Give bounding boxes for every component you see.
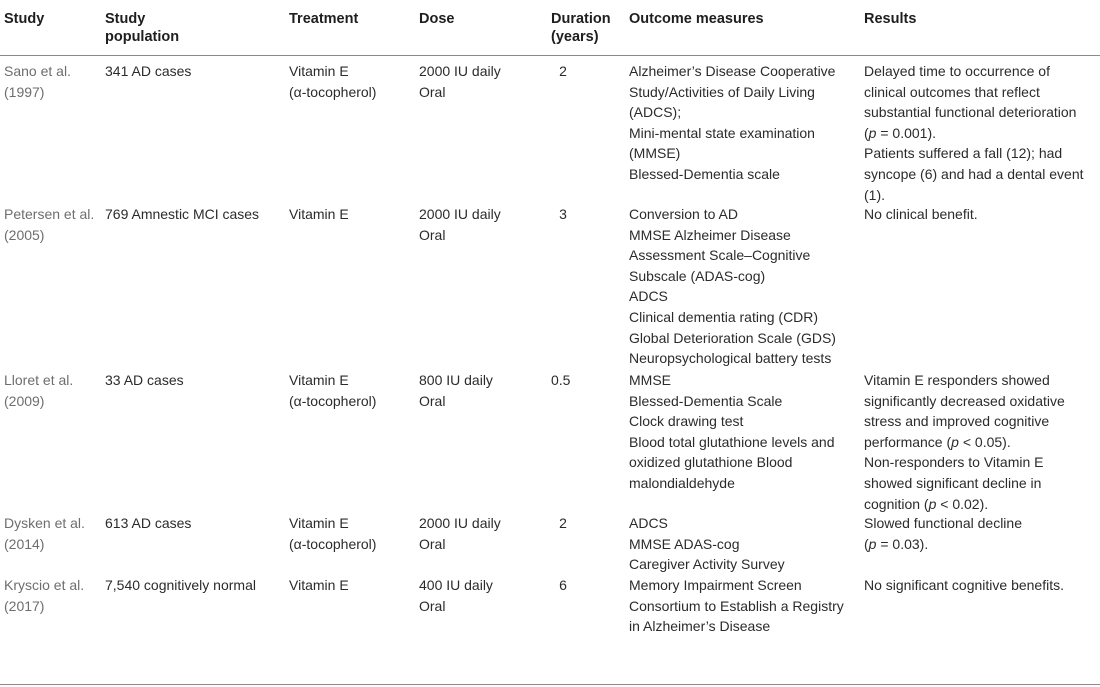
cell-treatment-line: (α-tocopherol) bbox=[289, 535, 377, 552]
cell-outcome-line: Blessed-Dementia Scale bbox=[629, 392, 783, 409]
cell-dose-line: Oral bbox=[419, 83, 446, 100]
cell-study bbox=[4, 61, 96, 102]
cell-population-line: 7,540 cognitively normal bbox=[105, 577, 256, 593]
cell-outcome bbox=[629, 61, 859, 185]
cell-outcome-line: Mini-mental state examination bbox=[629, 124, 815, 141]
cell-dose-line: 2000 IU daily bbox=[419, 206, 501, 222]
cell-results-line: cognition (p < 0.02). bbox=[864, 495, 989, 512]
header-study: Study bbox=[4, 11, 45, 27]
cell-outcome bbox=[629, 370, 859, 494]
cell-outcome-line: Blessed-Dementia scale bbox=[629, 165, 780, 182]
cell-results bbox=[864, 513, 1096, 554]
cell-dose bbox=[419, 513, 539, 554]
cell-treatment bbox=[289, 370, 409, 411]
header-dose: Dose bbox=[419, 11, 455, 27]
cell-outcome-line: Neuropsychological battery tests bbox=[629, 350, 832, 367]
cell-results-line: showed significant decline in bbox=[864, 474, 1042, 491]
cell-results-line: substantial functional deterioration bbox=[864, 104, 1077, 121]
cell-duration-line: 0.5 bbox=[551, 372, 571, 388]
cell-results-line: performance (p < 0.05). bbox=[864, 433, 1011, 450]
cell-outcome-line: Study/Activities of Daily Living bbox=[629, 83, 815, 100]
cell-study-line: Dysken et al. bbox=[4, 515, 85, 531]
cell-outcome-line: in Alzheimer’s Disease bbox=[629, 618, 771, 635]
cell-treatment-line: Vitamin E bbox=[289, 63, 349, 79]
cell-duration-line: 6 bbox=[559, 577, 567, 593]
header-treatment: Treatment bbox=[289, 11, 359, 27]
cell-outcome-line: Global Deterioration Scale (GDS) bbox=[629, 329, 836, 346]
cell-treatment bbox=[289, 575, 409, 596]
header-divider bbox=[0, 55, 1100, 56]
cell-dose-line: Oral bbox=[419, 597, 446, 614]
header-outcome: Outcome measures bbox=[629, 11, 764, 27]
cell-duration-line: 2 bbox=[559, 515, 567, 531]
cell-results-line: Vitamin E responders showed bbox=[864, 372, 1050, 388]
cell-outcome-line: Clinical dementia rating (CDR) bbox=[629, 308, 819, 325]
cell-results-line: Slowed functional decline bbox=[864, 515, 1022, 531]
cell-outcome-line: MMSE bbox=[629, 372, 671, 388]
cell-results-line: Delayed time to occurrence of bbox=[864, 63, 1050, 79]
cell-outcome-line: Clock drawing test bbox=[629, 413, 744, 430]
cell-treatment-line: Vitamin E bbox=[289, 206, 349, 222]
cell-population bbox=[105, 61, 277, 82]
cell-population-line: 769 Amnestic MCI cases bbox=[105, 206, 260, 222]
header-results: Results bbox=[864, 11, 917, 27]
cell-outcome-line: Blood total glutathione levels and bbox=[629, 433, 835, 450]
cell-dose-line: Oral bbox=[419, 226, 446, 243]
table-row bbox=[0, 57, 1100, 203]
cell-study bbox=[4, 204, 96, 245]
cell-dose-line: 2000 IU daily bbox=[419, 63, 501, 79]
cell-outcome-line: Conversion to AD bbox=[629, 206, 738, 222]
cell-outcome-line: (MMSE) bbox=[629, 145, 681, 162]
cell-population bbox=[105, 513, 277, 534]
cell-duration bbox=[551, 61, 575, 82]
cell-outcome-line: (ADCS); bbox=[629, 104, 682, 121]
cell-results-line: syncope (6) and had a dental event bbox=[864, 165, 1084, 182]
cell-duration bbox=[551, 370, 621, 391]
cell-results-line: (p = 0.03). bbox=[864, 535, 929, 552]
cell-study-line: Lloret et al. bbox=[4, 372, 74, 388]
cell-outcome-line: ADCS bbox=[629, 515, 668, 531]
cell-population bbox=[105, 204, 277, 225]
cell-population bbox=[105, 370, 277, 391]
cell-outcome-line: Consortium to Establish a Registry bbox=[629, 597, 844, 614]
cell-treatment-line: Vitamin E bbox=[289, 515, 349, 531]
cell-results bbox=[864, 204, 1096, 225]
cell-results-line: stress and improved cognitive bbox=[864, 413, 1050, 430]
cell-study-line: (2014) bbox=[4, 535, 45, 552]
cell-results-line: Non-responders to Vitamin E bbox=[864, 454, 1044, 471]
cell-study bbox=[4, 513, 96, 554]
cell-outcome-line: Alzheimer’s Disease Cooperative bbox=[629, 63, 836, 79]
header-duration: Duration (years) bbox=[551, 11, 611, 45]
cell-results-line: No significant cognitive benefits. bbox=[864, 577, 1064, 593]
cell-outcome bbox=[629, 204, 859, 369]
cell-duration bbox=[551, 575, 575, 596]
cell-treatment-line: (α-tocopherol) bbox=[289, 392, 377, 409]
cell-population-line: 33 AD cases bbox=[105, 372, 184, 388]
cell-dose-line: 400 IU daily bbox=[419, 577, 493, 593]
cell-duration-line: 2 bbox=[559, 63, 567, 79]
cell-treatment-line: Vitamin E bbox=[289, 372, 349, 388]
cell-outcome-line: malondialdehyde bbox=[629, 474, 735, 491]
cell-outcome-line: Subscale (ADAS-cog) bbox=[629, 267, 766, 284]
cell-results-line: (1). bbox=[864, 186, 885, 203]
cell-study-line: Kryscio et al. bbox=[4, 577, 85, 593]
cell-study-line: Petersen et al. bbox=[4, 206, 95, 222]
cell-dose-line: Oral bbox=[419, 392, 446, 409]
cell-study bbox=[4, 575, 96, 616]
cell-treatment-line: Vitamin E bbox=[289, 577, 349, 593]
table-row bbox=[0, 571, 1100, 641]
table-row bbox=[0, 509, 1100, 571]
cell-results bbox=[864, 61, 1096, 205]
cell-outcome-line: Caregiver Activity Survey bbox=[629, 556, 785, 573]
cell-outcome-line: oxidized glutathione Blood bbox=[629, 454, 793, 471]
cell-population-line: 341 AD cases bbox=[105, 63, 192, 79]
cell-outcome bbox=[629, 575, 859, 637]
cell-dose-line: 800 IU daily bbox=[419, 372, 493, 388]
cell-study-line: (2009) bbox=[4, 392, 45, 409]
header-population: Study population bbox=[105, 11, 180, 45]
cell-treatment bbox=[289, 61, 409, 102]
cell-treatment bbox=[289, 513, 409, 554]
cell-study-line: (2005) bbox=[4, 226, 45, 243]
cell-study-line: (2017) bbox=[4, 597, 45, 614]
cell-outcome-line: MMSE Alzheimer Disease bbox=[629, 226, 791, 243]
cell-dose-line: Oral bbox=[419, 535, 446, 552]
cell-duration-line: 3 bbox=[559, 206, 567, 222]
cell-results-line: Patients suffered a fall (12); had bbox=[864, 145, 1063, 162]
cell-study bbox=[4, 370, 96, 411]
cell-population-line: 613 AD cases bbox=[105, 515, 192, 531]
table-bottom-rule bbox=[0, 684, 1100, 685]
cell-dose bbox=[419, 575, 539, 616]
table-row bbox=[0, 200, 1100, 366]
cell-outcome-line: Assessment Scale–Cognitive bbox=[629, 247, 811, 264]
cell-outcome-line: MMSE ADAS-cog bbox=[629, 535, 740, 552]
cell-results bbox=[864, 575, 1096, 596]
cell-dose bbox=[419, 61, 539, 102]
table-row bbox=[0, 366, 1100, 512]
cell-outcome-line: Memory Impairment Screen bbox=[629, 577, 802, 593]
cell-duration bbox=[551, 513, 575, 534]
cell-results-line: (p = 0.001). bbox=[864, 124, 937, 141]
cell-dose-line: 2000 IU daily bbox=[419, 515, 501, 531]
table-header bbox=[0, 0, 1100, 56]
cell-outcome bbox=[629, 513, 859, 575]
cell-duration bbox=[551, 204, 575, 225]
cell-results bbox=[864, 370, 1096, 514]
cell-population bbox=[105, 575, 277, 596]
cell-results-line: No clinical benefit. bbox=[864, 206, 978, 222]
cell-outcome-line: ADCS bbox=[629, 288, 668, 305]
cell-results-line: significantly decreased oxidative bbox=[864, 392, 1065, 409]
cell-study-line: Sano et al. bbox=[4, 63, 71, 79]
cell-treatment-line: (α-tocopherol) bbox=[289, 83, 377, 100]
cell-dose bbox=[419, 370, 539, 411]
cell-treatment bbox=[289, 204, 409, 225]
cell-study-line: (1997) bbox=[4, 83, 45, 100]
cell-results-line: clinical outcomes that reflect bbox=[864, 83, 1040, 100]
cell-dose bbox=[419, 204, 539, 245]
